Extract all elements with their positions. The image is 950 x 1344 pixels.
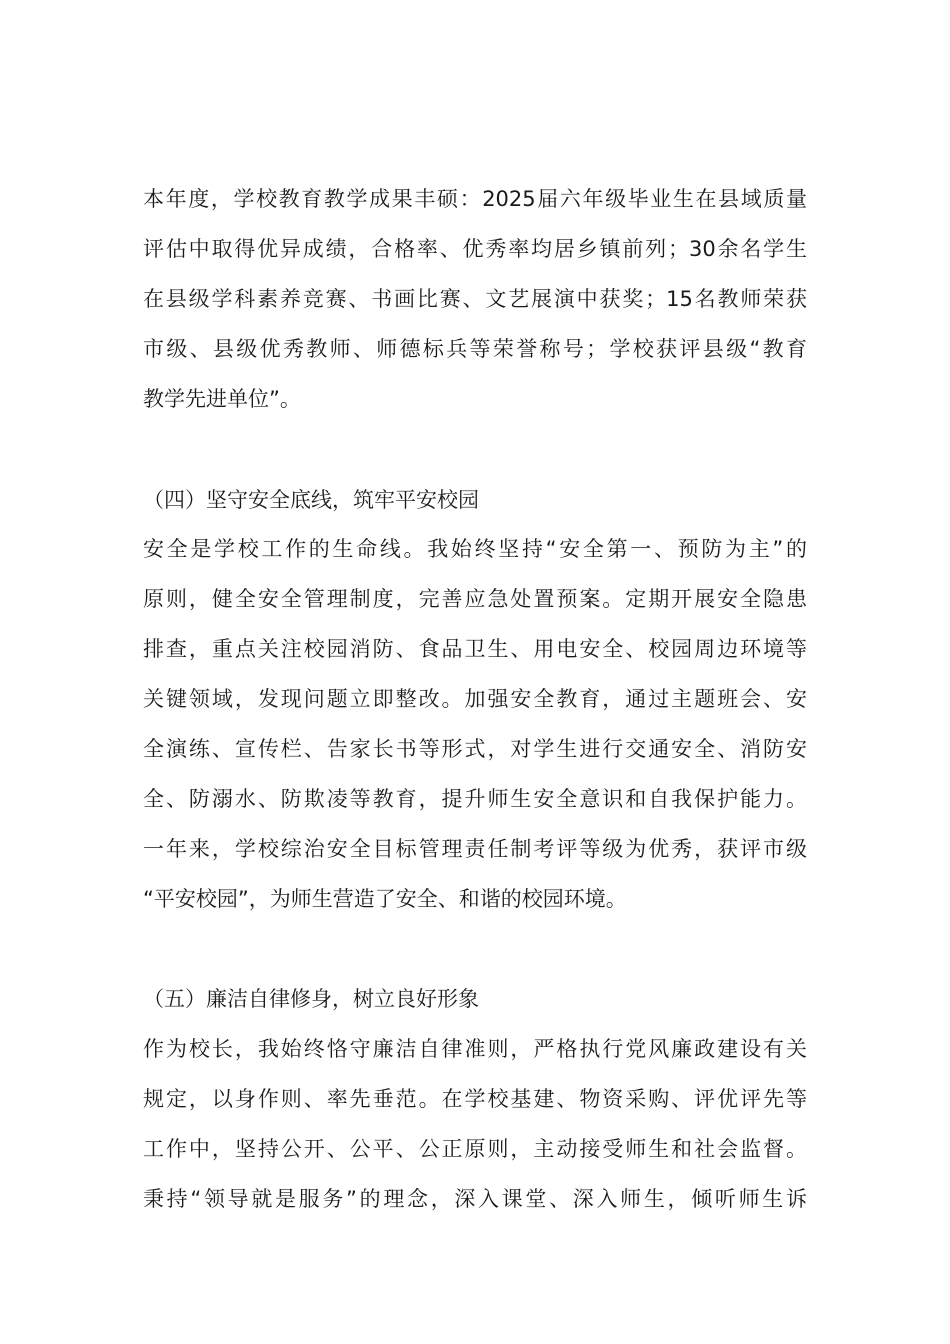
- safety-line-6: 全、防溺水、防欺凌等教育，提升师生安全意识和自我保护能力。: [143, 787, 807, 811]
- achievements-line-5: 教学先进单位”。: [143, 387, 301, 411]
- safety-line-2: 原则，健全安全管理制度，完善应急处置预案。定期开展安全隐患: [143, 587, 807, 611]
- safety-line-4: 关键领域，发现问题立即整改。加强安全教育，通过主题班会、安: [143, 687, 807, 711]
- integrity-line-2: 规定，以身作则、率先垂范。在学校基建、物资采购、评优评先等: [143, 1087, 807, 1111]
- safety-line-8: “平安校园”，为师生营造了安全、和谐的校园环境。: [143, 887, 627, 911]
- integrity-line-4: 秉持“领导就是服务”的理念，深入课堂、深入师生，倾听师生诉: [143, 1187, 807, 1211]
- integrity-line-1: 作为校长，我始终恪守廉洁自律准则，严格执行党风廉政建设有关: [143, 1037, 807, 1061]
- safety-line-7: 一年来，学校综治安全目标管理责任制考评等级为优秀，获评市级: [143, 837, 807, 861]
- safety-line-3: 排查，重点关注校园消防、食品卫生、用电安全、校园周边环境等: [143, 637, 807, 661]
- section-heading-safety: （四）坚守安全底线，筑牢平安校园: [143, 488, 479, 512]
- integrity-line-3: 工作中，坚持公开、公平、公正原则，主动接受师生和社会监督。: [143, 1137, 807, 1161]
- achievements-line-2: 评估中取得优异成绩，合格率、优秀率均居乡镇前列；30余名学生: [143, 237, 807, 261]
- achievements-line-4: 市级、县级优秀教师、师德标兵等荣誉称号；学校获评县级“教育: [143, 337, 807, 361]
- section-heading-integrity: （五）廉洁自律修身，树立良好形象: [143, 987, 479, 1011]
- safety-line-1: 安全是学校工作的生命线。我始终坚持“安全第一、预防为主”的: [143, 537, 807, 561]
- achievements-line-1: 本年度，学校教育教学成果丰硕：2025届六年级毕业生在县域质量: [143, 187, 807, 211]
- safety-line-5: 全演练、宣传栏、告家长书等形式，对学生进行交通安全、消防安: [143, 737, 807, 761]
- achievements-line-3: 在县级学科素养竞赛、书画比赛、文艺展演中获奖；15名教师荣获: [143, 287, 807, 311]
